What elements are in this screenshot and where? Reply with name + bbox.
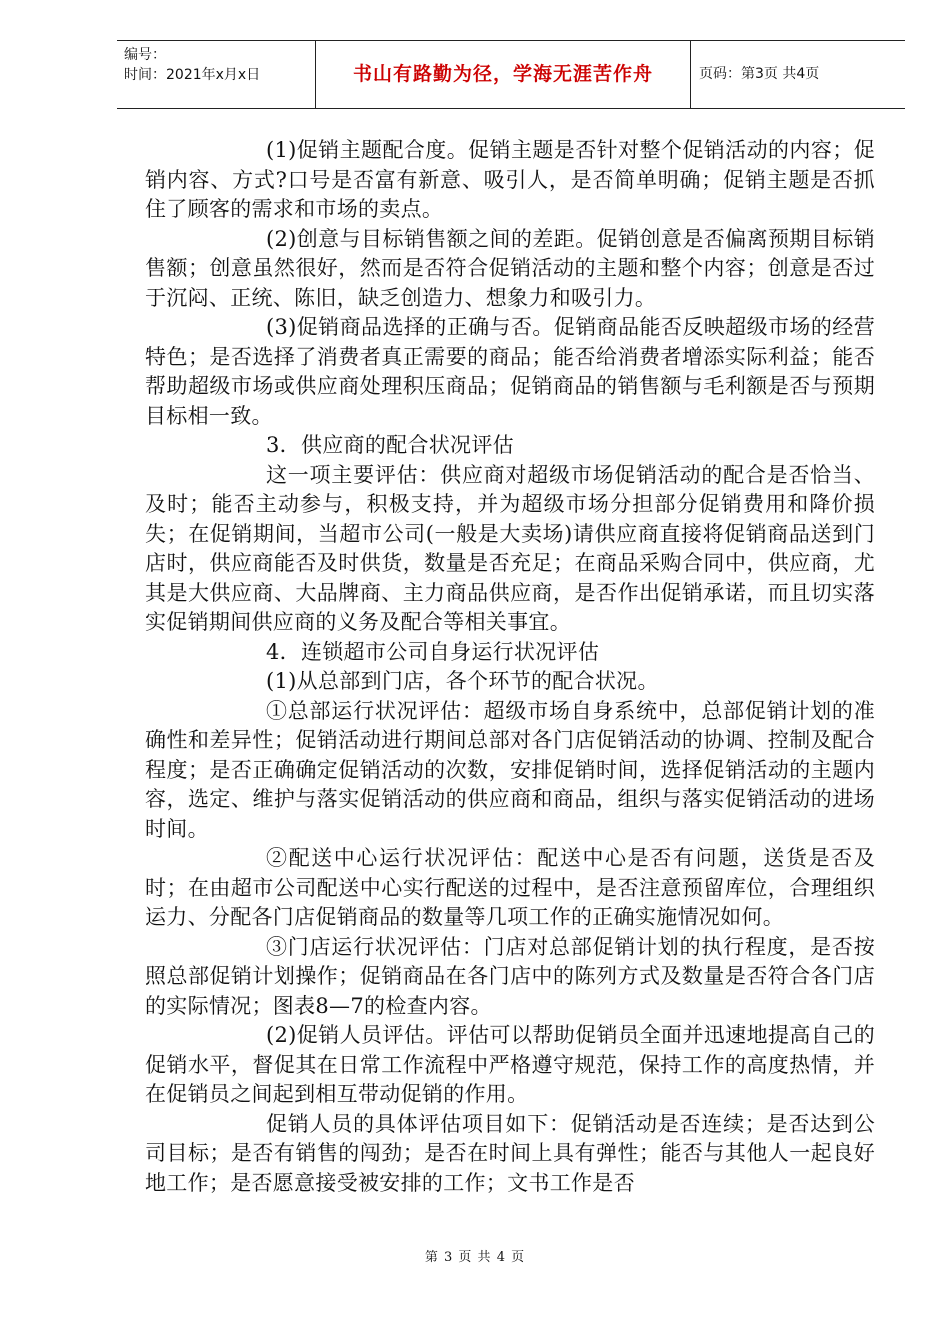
- section-heading: 4．连锁超市公司自身运行状况评估: [266, 639, 600, 664]
- document-number-label: 编号：: [124, 47, 166, 63]
- paragraph: (1)从总部到门店，各个环节的配合状况。: [266, 669, 659, 693]
- page-header: [117, 40, 905, 109]
- header-page-code: 页码：第3页 共4页: [699, 66, 820, 82]
- page-footer: 第 3 页 共 4 页: [424, 1250, 526, 1265]
- header-divider: [315, 41, 316, 108]
- paragraph: ①总部运行状况评估：超级市场自身系统中，总部促销计划的准确性和差异性；促销活动进行期间总部对各门店促销活动的协调、控制及配合程度；是否正确确定促销活动的次数，安排促销时间，选择促销活动的主题内容，选定、维护与落实促销活动的供应商和商品，组织与落实促销活动的进场时间。: [145, 698, 875, 841]
- section-heading: 3．供应商的配合状况评估: [266, 433, 514, 457]
- document-time-label: 时间：2021年x月x日: [124, 67, 261, 83]
- paragraph: ③门店运行状况评估：门店对总部促销计划的执行程度，是否按照总部促销计划操作；促销商品在各门店中的陈列方式及数量是否符合各门店的实际情况；图表8—7的检查内容。: [145, 934, 875, 1018]
- paragraph: (2)促销人员评估。评估可以帮助促销员全面并迅速地提高自己的促销水平，督促其在日常工作流程中严格遵守规范，保持工作的高度热情，并在促销员之间起到相互带动促销的作用。: [145, 1023, 875, 1106]
- header-meta: [124, 45, 260, 112]
- header-divider: [690, 41, 691, 108]
- paragraph: (3)促销商品选择的正确与否。促销商品能否反映超级市场的经营特色；是否选择了消费者真正需要的商品；能否给消费者增添实际利益；能否帮助超级市场或供应商处理积压商品；促销商品的销售额与毛利额是否与预期目标相一致。: [145, 315, 875, 428]
- paragraph: (2)创意与目标销售额之间的差距。促销创意是否偏离预期目标销售额；创意虽然很好，然而是否符合促销活动的主题和整个内容；创意是否过于沉闷、正统、陈旧，缺乏创造力、想象力和吸引力。: [145, 226, 875, 310]
- document-body: [145, 136, 875, 1198]
- paragraph: 促销人员的具体评估项目如下：促销活动是否连续；是否达到公司目标；是否有销售的闯劲；是否在时间上具有弹性；能否与其他人一起良好地工作；是否愿意接受被安排的工作；文书工作是否: [145, 1111, 875, 1195]
- paragraph: (1)促销主题配合度。促销主题是否针对整个促销活动的内容；促销内容、方式?口号是否富有新意、吸引人，是否简单明确；促销主题是否抓住了顾客的需求和市场的卖点。: [145, 138, 875, 221]
- paragraph: 这一项主要评估：供应商对超级市场促销活动的配合是否恰当、及时；能否主动参与，积极支持，并为超级市场分担部分促销费用和降价损失；在促销期间，当超市公司(一般是大卖场)请供应商直接将促销商品送到门店时，供应商能否及时供货，数量是否充足；在商品采购合同中，供应商，尤其是大供应商、大品牌商、主力商品供应商，是否作出促销承诺，而且切实落实促销期间供应商的义务及配合等相关事宜。: [145, 462, 875, 634]
- paragraph: ②配送中心运行状况评估：配送中心是否有问题，送货是否及时；在由超市公司配送中心实行配送的过程中，是否注意预留库位，合理组织运力、分配各门店促销商品的数量等几项工作的正确实施情况如何。: [145, 846, 875, 929]
- header-motto: 书山有路勤为径，学海无涯苦作舟: [352, 63, 653, 85]
